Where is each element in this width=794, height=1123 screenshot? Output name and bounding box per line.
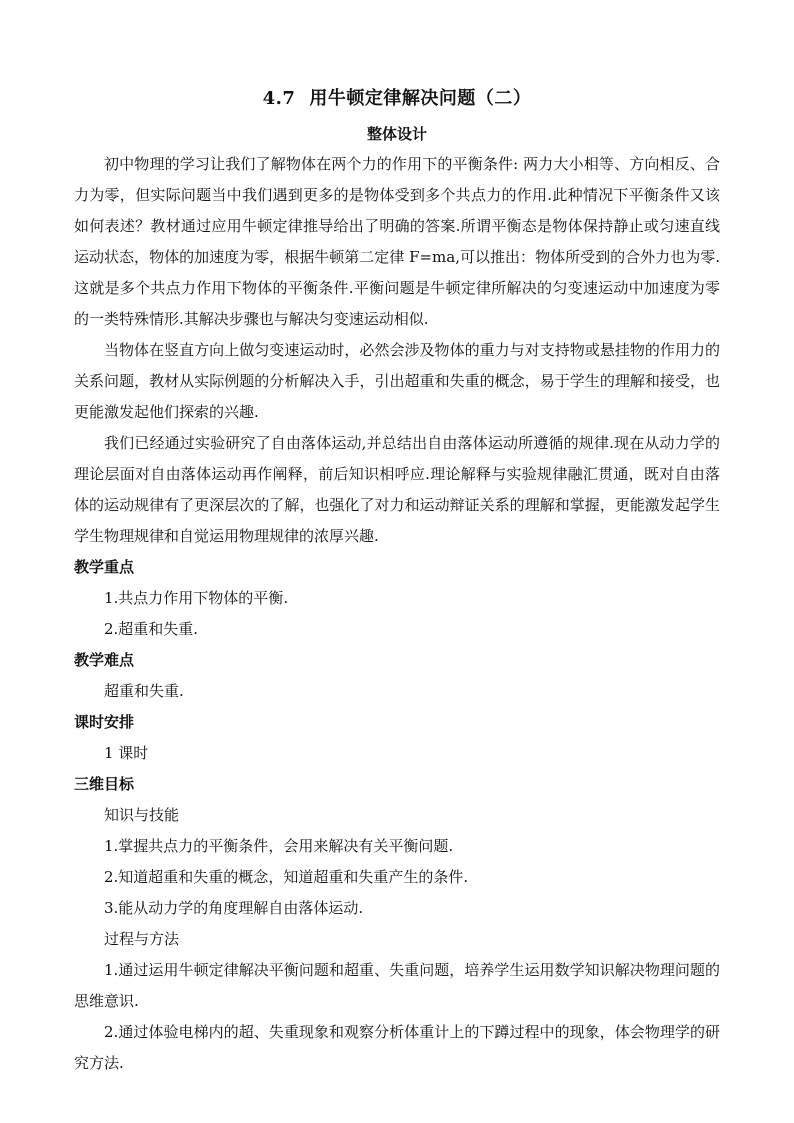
knowledge-item: 1.掌握共点力的平衡条件，会用来解决有关平衡问题. bbox=[104, 837, 454, 855]
document-title bbox=[0, 84, 794, 110]
key-points-heading: 教学重点 bbox=[74, 558, 135, 576]
knowledge-item: 3.能从动力学的角度理解自由落体运动. bbox=[104, 899, 364, 917]
title-text: 用牛顿定律解决问题（二） bbox=[309, 88, 532, 109]
section-number: 4.7 bbox=[262, 88, 296, 109]
intro-paragraph-2: 当物体在竖直方向上做匀变速运动时，必然会涉及物体的重力与对支持物或悬挂物的作用力的关系问题，教材从实际例题的分析解决入手，引出超重和失重的概念，易于学生的理解和接受，也更能激发起他们探索的兴趣. bbox=[74, 341, 720, 421]
objectives-heading: 三维目标 bbox=[74, 775, 135, 793]
difficulty-item: 超重和失重. bbox=[104, 682, 184, 700]
schedule-heading: 课时安排 bbox=[74, 713, 135, 731]
process-item: 2.通过体验电梯内的超、失重现象和观察分析体重计上的下蹲过程中的现象，体会物理学的研究方法. bbox=[74, 1023, 720, 1072]
intro-paragraph-1: 初中物理的学习让我们了解物体在两个力的作用下的平衡条件: 两力大小相等、方向相反、合力为零，但实际问题当中我们遇到更多的是物体受到多个共点力的作用.此种情况下平衡条件又该如何表述？教材通过应用牛顿定律推导给出了明确的答案.所谓平衡态是物体保持静止或匀速直线运动状态，物体的加速度为零，根据牛顿第二定律 F=ma,可以推出：物体所受到的合外力也为零.这就是多个共点力作用下物体的平衡条件.平衡问题是牛顿定律所解决的匀变速运动中加速度为零的一类特殊情形.其解决步骤也与解决匀变速运动相似. bbox=[74, 155, 720, 328]
process-methods-label: 过程与方法 bbox=[104, 930, 180, 948]
intro-paragraph-3: 我们已经通过实验研究了自由落体运动,并总结出自由落体运动所遵循的规律.现在从动力学的理论层面对自由落体运动再作阐释，前后知识相呼应.理论解释与实验规律融汇贯通，既对自由落体的运动规律有了更深层次的了解，也强化了对力和运动辩证关系的理解和掌握，更能激发起学生学生物理规律和自觉运用物理规律的浓厚兴趣. bbox=[74, 434, 720, 545]
overall-design-heading: 整体设计 bbox=[366, 125, 427, 143]
knowledge-item: 2.知道超重和失重的概念，知道超重和失重产生的条件. bbox=[104, 868, 469, 886]
process-item: 1.通过运用牛顿定律解决平衡问题和超重、失重问题，培养学生运用数学知识解决物理问题的思维意识. bbox=[74, 961, 720, 1010]
knowledge-skills-label: 知识与技能 bbox=[104, 806, 180, 824]
document-body bbox=[74, 149, 720, 1079]
key-point-item: 2.超重和失重. bbox=[104, 620, 199, 638]
key-point-item: 1.共点力作用下物体的平衡. bbox=[104, 589, 289, 607]
schedule-item: 1 课时 bbox=[104, 744, 149, 762]
difficulties-heading: 教学难点 bbox=[74, 651, 135, 669]
